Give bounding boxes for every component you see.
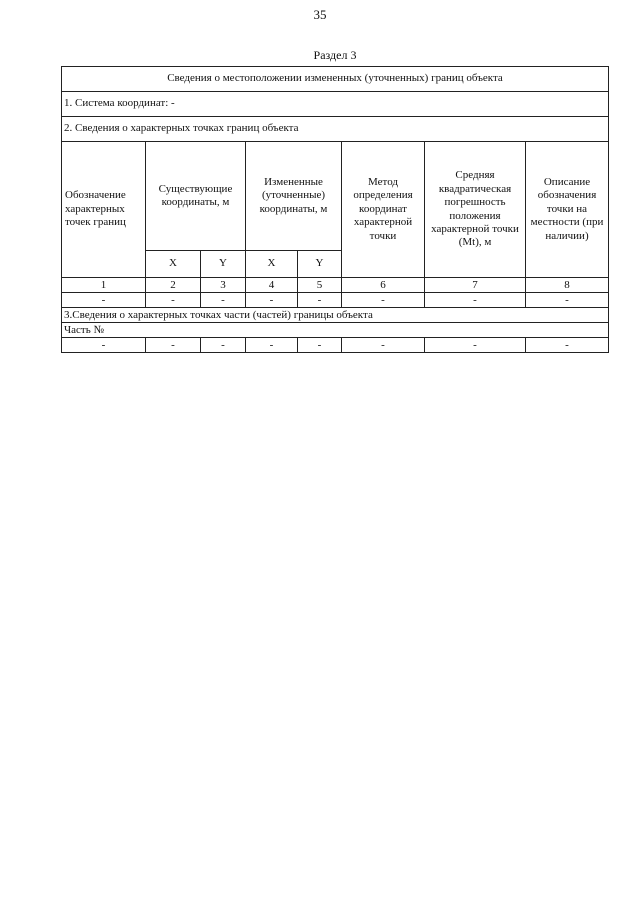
- table-row: [62, 338, 609, 353]
- table-row: [62, 293, 609, 308]
- table-cell: -: [298, 293, 342, 308]
- column-number-row: [62, 278, 609, 293]
- table-cell: -: [62, 293, 146, 308]
- column-number: 4: [246, 278, 298, 293]
- existing-x-header: X: [146, 251, 201, 278]
- page-number: 35: [313, 7, 327, 22]
- part-label-row: [62, 323, 609, 338]
- table-cell: -: [201, 293, 246, 308]
- column-header-row: [62, 142, 609, 251]
- table-cell: -: [526, 338, 609, 353]
- col-description-header: Описание обозначения точки на местности (при наличии): [526, 142, 609, 278]
- table-title: Сведения о местоположении измененных (уточненных) границ объекта: [62, 67, 609, 92]
- col-method-header: Метод определения координат характерной точки: [342, 142, 425, 278]
- points-heading: 2. Сведения о характерных точках границ объекта: [62, 117, 609, 142]
- coord-system-row: [62, 92, 609, 117]
- table-cell: -: [62, 338, 146, 353]
- points-heading-row: [62, 117, 609, 142]
- table-cell: -: [298, 338, 342, 353]
- boundary-table: [61, 66, 609, 353]
- part-label: Часть №: [62, 323, 609, 338]
- column-number: 2: [146, 278, 201, 293]
- column-number: 8: [526, 278, 609, 293]
- parts-heading: 3.Сведения о характерных точках части (частей) границы объекта: [62, 308, 609, 323]
- table-cell: -: [425, 338, 526, 353]
- col-changed-header: Измененные (уточненные) координаты, м: [246, 142, 342, 251]
- table-title-row: [62, 67, 609, 92]
- table-cell: -: [425, 293, 526, 308]
- column-number: 5: [298, 278, 342, 293]
- section-title: Раздел 3: [313, 48, 357, 62]
- table-cell: -: [246, 338, 298, 353]
- table-cell: -: [342, 293, 425, 308]
- col-designation-header: Обозначение характерных точек границ: [62, 142, 146, 278]
- col-existing-header: Существующие координаты, м: [146, 142, 246, 251]
- parts-heading-row: [62, 308, 609, 323]
- column-number: 6: [342, 278, 425, 293]
- table-cell: -: [201, 338, 246, 353]
- table-cell: -: [146, 338, 201, 353]
- column-number: 1: [62, 278, 146, 293]
- col-error-header: Средняя квадратическая погрешность положения характерной точки (Mt), м: [425, 142, 526, 278]
- column-number: 3: [201, 278, 246, 293]
- existing-y-header: Y: [201, 251, 246, 278]
- coord-system: 1. Система координат: -: [62, 92, 609, 117]
- table-cell: -: [246, 293, 298, 308]
- table-cell: -: [146, 293, 201, 308]
- column-number: 7: [425, 278, 526, 293]
- changed-y-header: Y: [298, 251, 342, 278]
- changed-x-header: X: [246, 251, 298, 278]
- table-cell: -: [342, 338, 425, 353]
- table-cell: -: [526, 293, 609, 308]
